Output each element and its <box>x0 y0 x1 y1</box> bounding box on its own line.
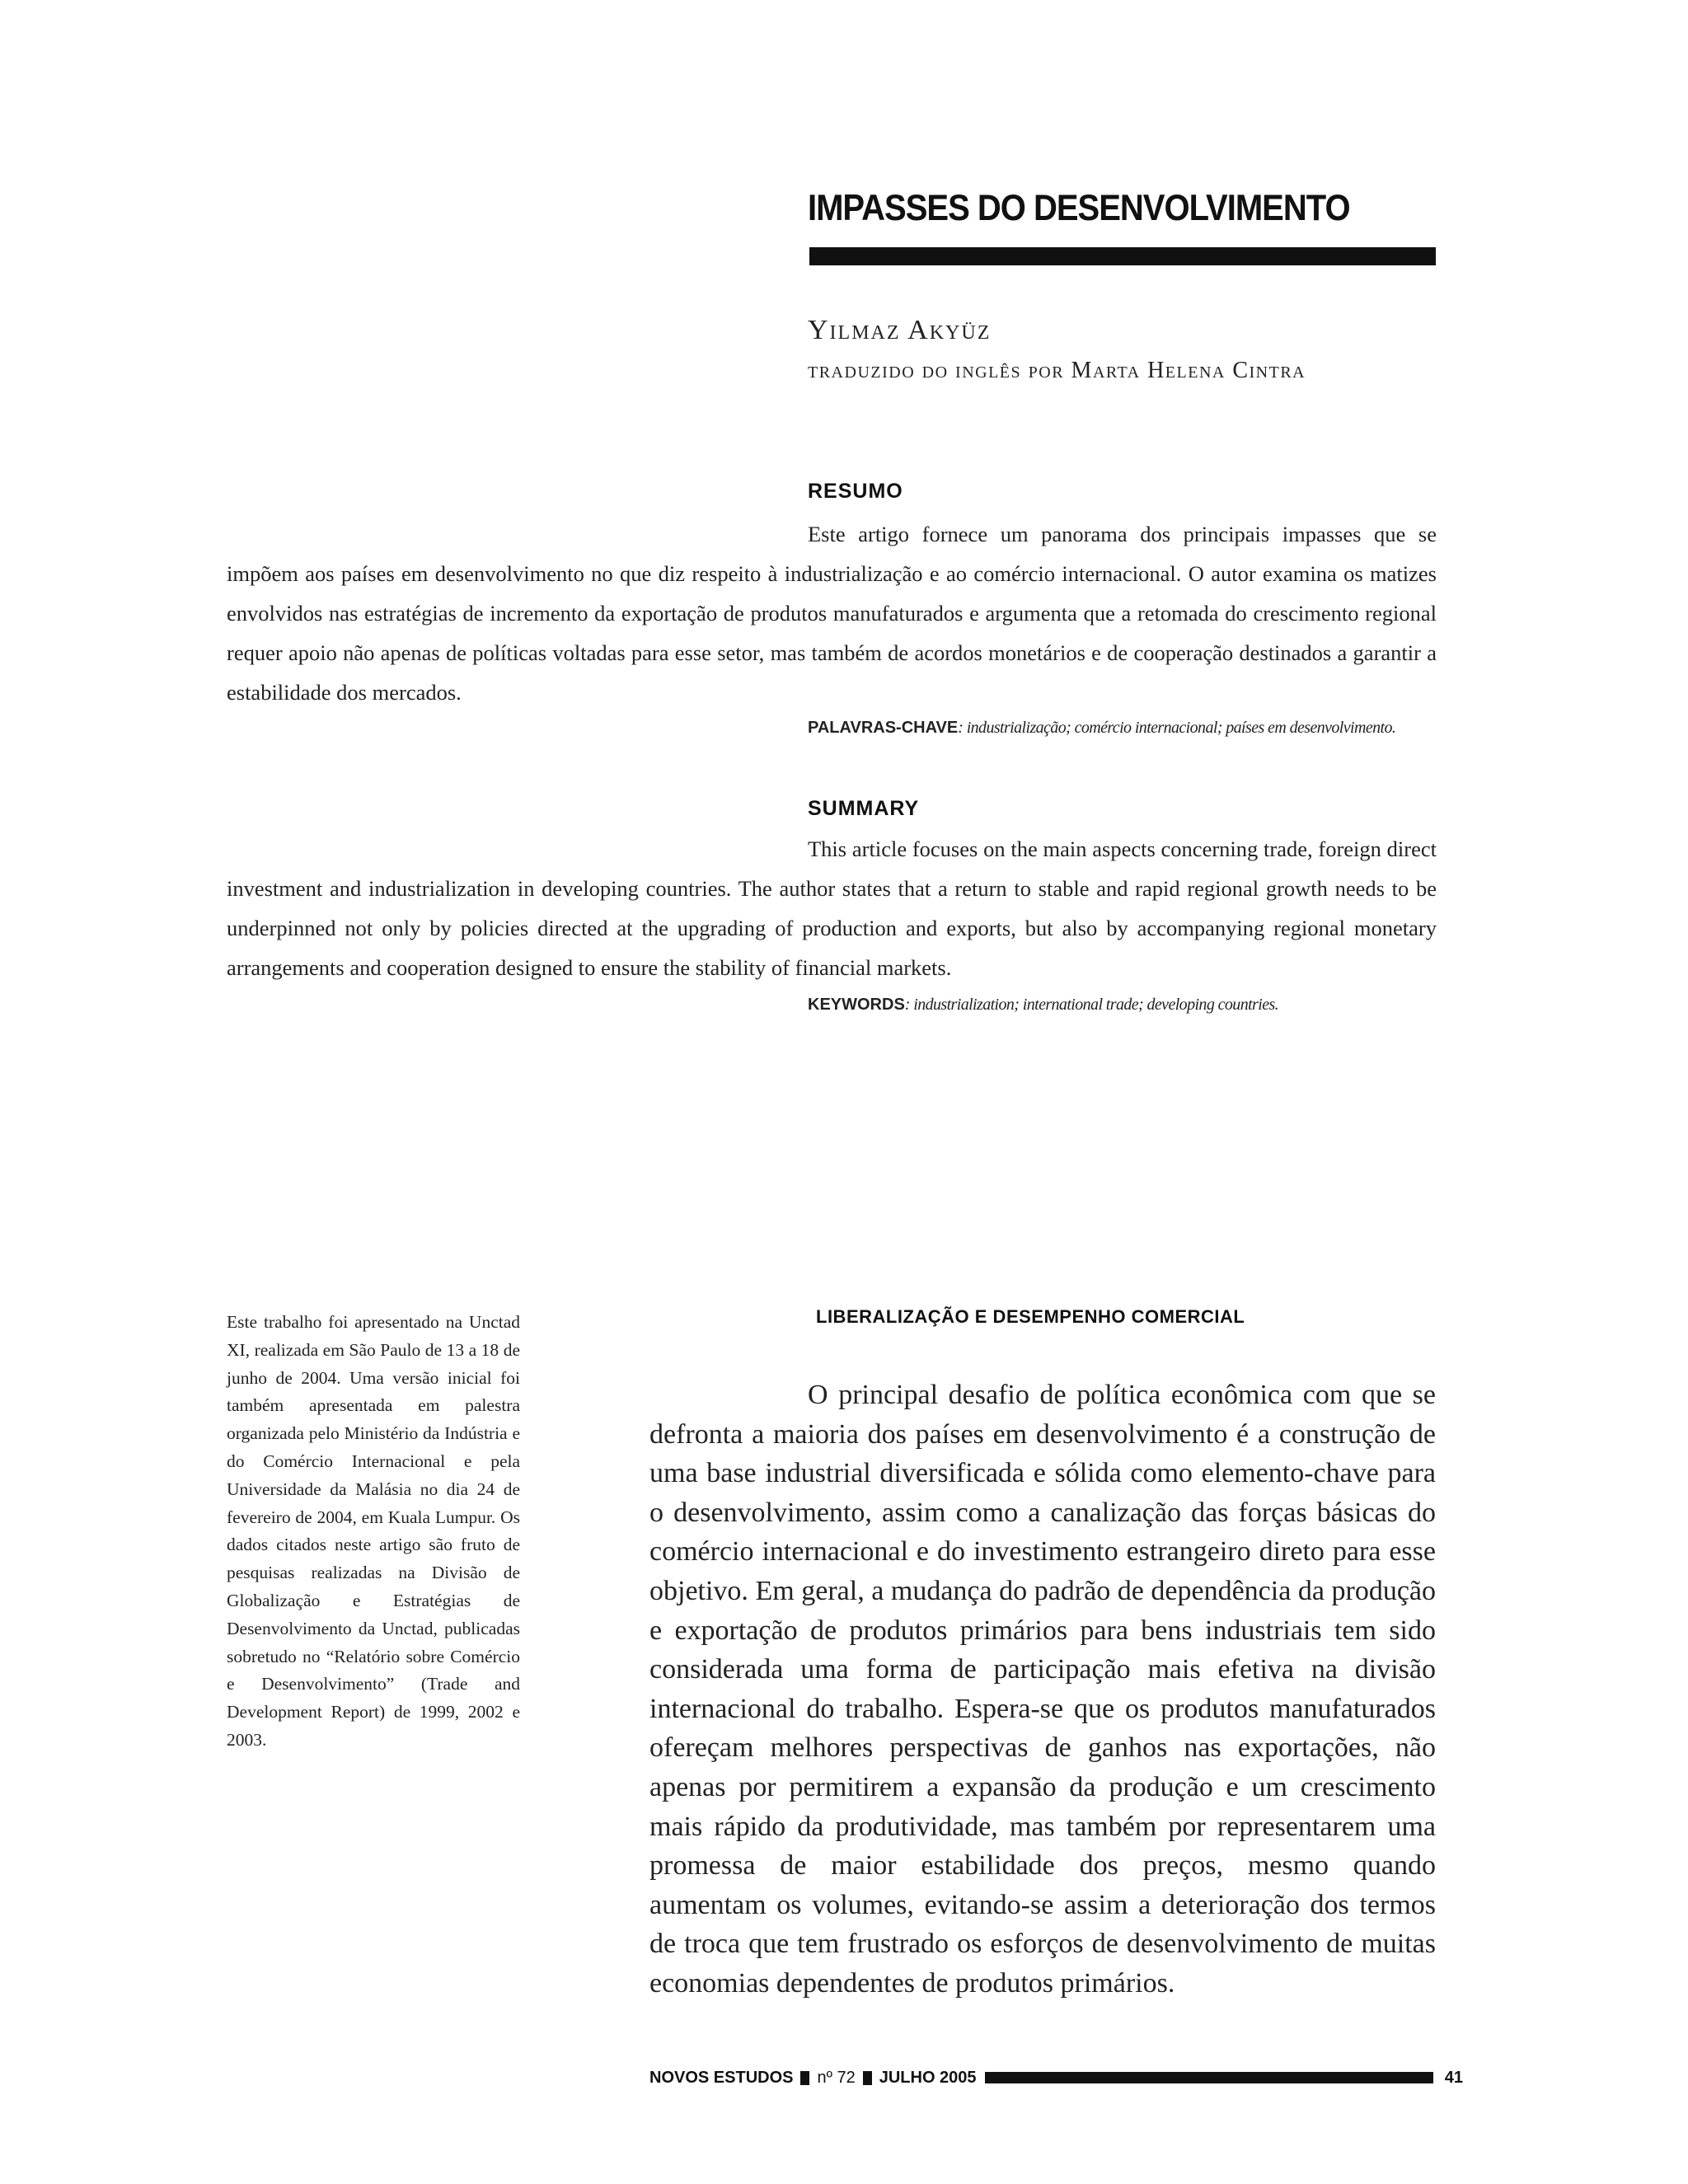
page-footer <box>649 2065 1463 2090</box>
summary-heading: SUMMARY <box>808 797 920 820</box>
resumo-keywords <box>808 719 1395 738</box>
footnote: Este trabalho foi apresentado na Unctad XI, realizada em São Paulo de 13 a 18 de junho de 2004. Uma versão inicial foi também apresentada em palestra organizada pelo Ministério da Indústria e do Comércio Internacional e pela Universidade da Malásia no dia 24 de fevereiro de 2004, em Kuala Lumpur. Os dados citados neste artigo são fruto de pesquisas realizadas na Divisão de Globalização e Estratégias de Desenvolvimento da Unctad, publicadas sobretudo no “Relatório sobre Comércio e Desenvolvimento” (Trade and Development Report) de 1999, 2002 e 2003. <box>227 1312 520 1750</box>
summary-text: This article focuses on the main aspects concerning trade, foreign direct investment and industrialization in developing countries. The author states that a return to stable and rapid regional growth needs to be underpinned not only by policies directed at the upgrading of production and exports, but also by accompanying regional monetary arrangements and cooperation designed to ensure the stability of financial markets. <box>227 837 1437 980</box>
resumo-heading: RESUMO <box>808 480 903 503</box>
resumo-text: Este artigo fornece um panorama dos principais impasses que se impõem aos países em desenvolvimento no que diz respeito à industrialização e ao comércio internacional. O autor examina os matizes envolvidos nas estratégias de incremento da exportação de produtos manufaturados e argumenta que a retomada do crescimento regional requer apoio não apenas de políticas voltadas para esse setor, mas também de acordos monetários e de cooperação destinados a garantir a estabilidade dos mercados. <box>227 522 1437 705</box>
keywords-text: : industrialização; comércio internacional; países em desenvolvimento. <box>958 719 1396 737</box>
author-name: Yilmaz Akyüz <box>808 315 992 345</box>
body-paragraph: O principal desafio de política econômica com que se defronta a maioria dos países em desenvolvimento é a construção de uma base industrial diversificada e sólida como elemento-chave para o desenvolvimento, assim como a canalização das forças básicas do comércio internacional e do investimento estrangeiro direto para esse objetivo. Em geral, a mudança do padrão de dependência da produção e exportação de produtos primários para bens industriais tem sido considerada uma forma de participação mais efetiva na divisão internacional do trabalho. Espera-se que os produtos manufaturados ofereçam melhores perspectivas de ganhos nas exportações, não apenas por permitirem a expansão da produção e um crescimento mais rápido da produtividade, mas também por representarem uma promessa de maior estabilidade dos preços, mesmo quando aumentam os volumes, evitando-se assim a deterioração dos termos de troca que tem frustrado os esforços de desenvolvimento de muitas economias dependentes de produtos primários. <box>649 1380 1436 1999</box>
separator-square <box>863 2071 872 2085</box>
footer-rule <box>985 2072 1433 2083</box>
title-rule <box>809 247 1436 265</box>
issue-date: JULHO 2005 <box>879 2068 977 2087</box>
summary-keywords <box>808 996 1278 1015</box>
section-heading: LIBERALIZAÇÃO E DESEMPENHO COMERCIAL <box>816 1306 1245 1327</box>
translator-credit: traduzido do inglês por Marta Helena Cintra <box>808 358 1306 383</box>
issue-number: nº 72 <box>817 2068 856 2087</box>
keywords-label: KEYWORDS <box>808 996 905 1014</box>
journal-name: NOVOS ESTUDOS <box>649 2068 794 2087</box>
keywords-label: PALAVRAS-CHAVE <box>808 719 959 737</box>
page-number: 41 <box>1444 2068 1463 2087</box>
separator-square <box>800 2071 809 2085</box>
keywords-text: : industrialization; international trade; developing countries. <box>904 996 1279 1014</box>
article-title: IMPASSES DO DESENVOLVIMENTO <box>808 188 1350 229</box>
